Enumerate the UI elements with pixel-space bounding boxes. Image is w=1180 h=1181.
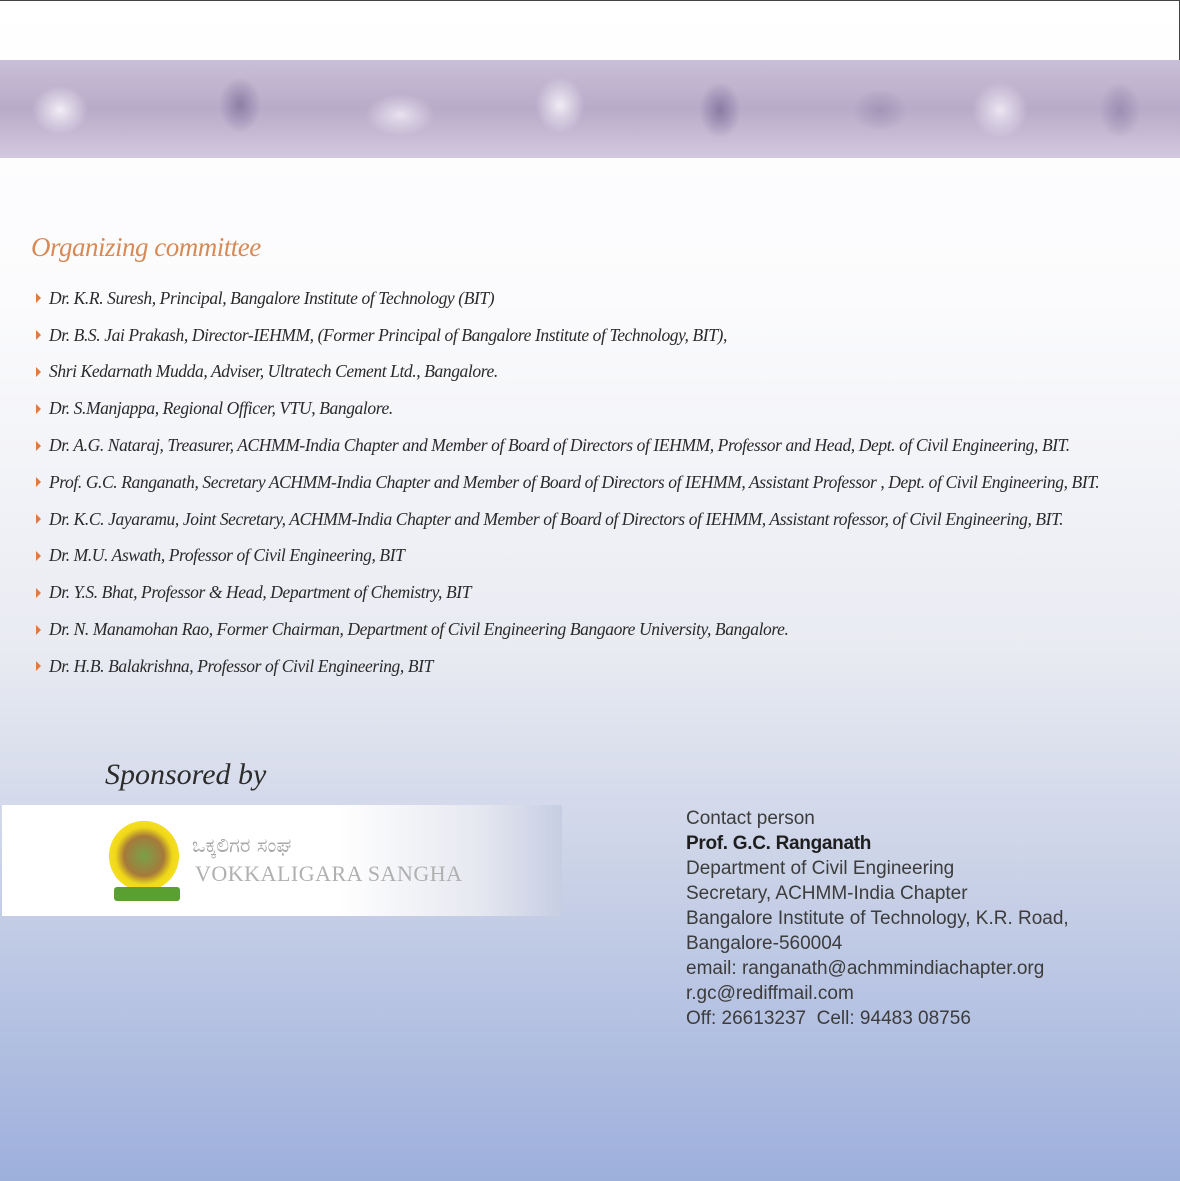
contact-phone: Off: 26613237 Cell: 94483 08756 [686, 1008, 971, 1029]
sponsor-name: VOKKALIGARA SANGHA [195, 861, 463, 886]
triangle-bullet-icon [36, 588, 41, 598]
contact-email: email: ranganath@achmmindiachapter.org [686, 958, 1045, 979]
seal-ribbon [114, 887, 180, 901]
contact-email-alt: r.gc@rediffmail.com [686, 983, 854, 1004]
member-text: Dr. A.G. Nataraj, Treasurer, ACHMM-India Chapter and Member of Board of Directors of IEHMM, Professor and Head, Dept. of Civil Engineering, BIT. [49, 435, 1070, 456]
member-text: Dr. S.Manjappa, Regional Officer, VTU, Bangalore. [49, 398, 393, 419]
member-text: Prof. G.C. Ranganath, Secretary ACHMM-India Chapter and Member of Board of Directors of IEHMM, Assistant Professor , Dept. of Civil Engineering, BIT. [49, 471, 1100, 492]
contact-address: Bangalore Institute of Technology, K.R. Road, [686, 908, 1069, 929]
triangle-bullet-icon [36, 625, 41, 635]
triangle-bullet-icon [36, 367, 41, 377]
triangle-bullet-icon [36, 514, 41, 524]
list-item [36, 538, 1099, 575]
sponsor-logo-panel [2, 805, 562, 916]
triangle-bullet-icon [36, 661, 41, 671]
member-text: Dr. H.B. Balakrishna, Professor of Civil Engineering, BIT [49, 655, 433, 676]
contact-department: Department of Civil Engineering [686, 858, 955, 879]
triangle-bullet-icon [36, 330, 41, 340]
list-item [36, 611, 1099, 648]
list-item [36, 354, 1099, 391]
page-border-top [0, 0, 1180, 1]
contact-city: Bangalore-560004 [686, 933, 843, 954]
list-item [36, 317, 1099, 354]
contact-position: Secretary, ACHMM-India Chapter [686, 883, 968, 904]
list-item [36, 464, 1099, 501]
member-text: Dr. K.C. Jayaramu, Joint Secretary, ACHMM-India Chapter and Member of Board of Directors of IEHMM, Assistant rofessor, of Civil Engineering, BIT. [49, 508, 1064, 529]
triangle-bullet-icon [36, 404, 41, 414]
decorative-banner [0, 60, 1180, 158]
member-text: Dr. Y.S. Bhat, Professor & Head, Department of Chemistry, BIT [49, 582, 472, 603]
committee-heading: Organizing committee [31, 232, 261, 262]
triangle-bullet-icon [36, 477, 41, 487]
sponsor-name-kannada: ಒಕ್ಕಲಿಗರ ಸಂಘ [192, 833, 292, 857]
contact-label: Contact person [686, 808, 815, 829]
list-item [36, 427, 1099, 464]
member-text: Dr. N. Manamohan Rao, Former Chairman, Department of Civil Engineering Bangaore University, Bangalore. [49, 619, 789, 640]
triangle-bullet-icon [36, 293, 41, 303]
sponsored-by-label: Sponsored by [105, 758, 267, 791]
triangle-bullet-icon [36, 551, 41, 561]
list-item [36, 501, 1099, 538]
contact-block [686, 806, 1069, 1031]
list-item [36, 648, 1099, 685]
list-item [36, 390, 1099, 427]
list-item [36, 280, 1099, 317]
member-text: Dr. M.U. Aswath, Professor of Civil Engineering, BIT [49, 545, 405, 566]
member-text: Dr. B.S. Jai Prakash, Director-IEHMM, (Former Principal of Bangalore Institute of Technology, BIT), [49, 324, 727, 345]
contact-name: Prof. G.C. Ranganath [686, 833, 872, 854]
member-text: Shri Kedarnath Mudda, Adviser, Ultratech Cement Ltd., Bangalore. [49, 361, 498, 382]
list-item [36, 574, 1099, 611]
triangle-bullet-icon [36, 441, 41, 451]
member-text: Dr. K.R. Suresh, Principal, Bangalore Institute of Technology (BIT) [49, 287, 495, 308]
sangha-seal-icon [109, 821, 179, 891]
committee-list [36, 280, 1099, 685]
